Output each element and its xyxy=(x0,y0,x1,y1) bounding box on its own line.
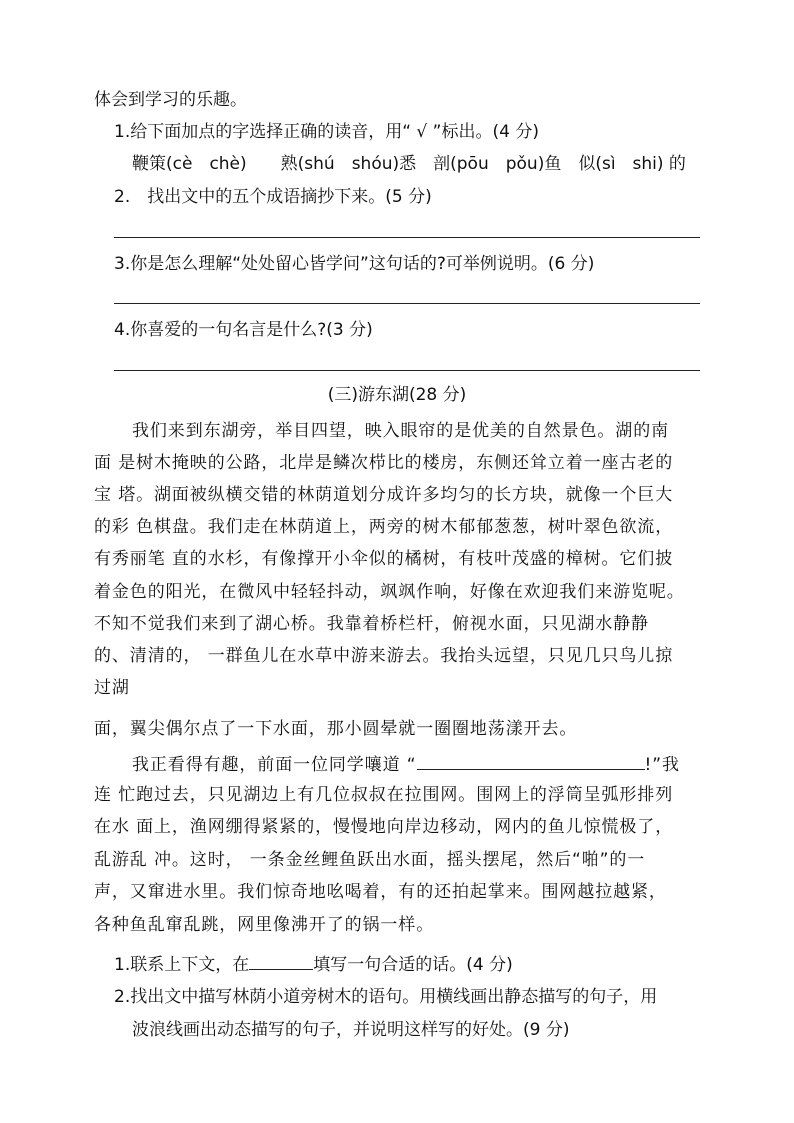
paragraph-1-line: 面 是树木掩映的公路，北岸是鳞次栉比的楼房，东侧还耸立着一座古老的 xyxy=(94,453,674,473)
section-question-2-line-2: 波浪线画出动态描写的句子，并说明这样写的好处。(9 分) xyxy=(132,1020,570,1040)
question-2: 2. 找出文中的五个成语摘抄下来。(5 分) xyxy=(114,187,432,207)
question-4: 4.你喜爱的一句名言是什么?(3 分) xyxy=(114,320,373,340)
answer-line-3[interactable] xyxy=(114,303,700,304)
paragraph-2-line: 各种鱼乱窜乱跳，网里像沸开了的锅一样。 xyxy=(94,915,435,935)
paragraph-2-lead-end: !”我 xyxy=(644,755,680,775)
section-title: (三)游东湖(28 分) xyxy=(327,385,467,405)
section-question-1-tail: 填写一句合适的话。(4 分) xyxy=(313,955,513,975)
answer-line-2[interactable] xyxy=(114,237,700,238)
paragraph-1-line: 着金色的阳光，在微风中轻轻抖动，飒飒作响，好像在欢迎我们来游览呢。 xyxy=(94,582,685,602)
paragraph-1-line: 过湖 xyxy=(94,678,130,698)
fill-blank-inline[interactable] xyxy=(249,951,313,970)
fill-blank-quote[interactable] xyxy=(417,751,645,770)
paragraph-2-line: 在水 面上，渔网绷得紧紧的，慢慢地向岸边移动，网内的鱼儿惊慌极了， xyxy=(94,817,674,837)
question-1-options: 鞭策(cè chè) 熟(shú shóu)悉 剖(pōu pǒu)鱼 似(sì shi) 的 xyxy=(132,154,686,174)
section-question-1 xyxy=(114,951,513,977)
paragraph-2-line: 乱游乱 冲。这时， 一条金丝鲤鱼跃出水面，摇头摆尾，然后“啪”的一 xyxy=(94,850,646,870)
question-3: 3.你是怎么理解“处处留心皆学问”这句话的?可举例说明。(6 分) xyxy=(114,254,595,274)
paragraph-1-line: 不知不觉我们来到了湖心桥。我靠着桥栏杆，俯视水面，只见湖水静静 xyxy=(94,614,649,634)
answer-line-4[interactable] xyxy=(114,370,700,371)
paragraph-1-line: 宝 塔。湖面被纵横交错的林荫道划分成许多均匀的长方块，就像一个巨大 xyxy=(94,485,674,505)
paragraph-1-line: 有秀丽笔 直的水杉，有像撑开小伞似的橘树，有枝叶茂盛的樟树。它们披 xyxy=(94,549,674,569)
paragraph-2-lead: 我正看得有趣，前面一位同学嚷道 “ xyxy=(132,755,417,775)
paragraph-2-first-line xyxy=(132,751,680,777)
paragraph-1-line: 我们来到东湖旁，举目四望，映入眼帘的是优美的自然景色。湖的南 xyxy=(132,421,669,441)
paragraph-1-line: 的彩 色棋盘。我们走在林荫道上，两旁的树木郁郁葱葱，树叶翠色欲流， xyxy=(94,517,674,537)
paragraph-2-line: 连 忙跑过去，只见湖边上有几位叔叔在拉围网。围网上的浮筒呈弧形排列 xyxy=(94,785,674,805)
intro-tail: 体会到学习的乐趣。 xyxy=(94,90,247,110)
question-1: 1.给下面加点的字选择正确的读音，用“ √ ”标出。(4 分) xyxy=(114,122,539,142)
section-question-2-line-1: 2.找出文中描写林荫小道旁树木的语句。用横线画出静态描写的句子，用 xyxy=(114,987,658,1007)
paragraph-1-line: 面，翼尖偶尔点了一下水面，那小圆晕就一圈圈地荡漾开去。 xyxy=(94,719,578,739)
section-question-1-lead: 1.联系上下文，在 xyxy=(114,955,250,975)
paragraph-1-line: 的、清清的， 一群鱼儿在水草中游来游去。我抬头远望，只见几只鸟儿掠 xyxy=(94,646,674,666)
paragraph-2-line: 声，又窜进水里。我们惊奇地吆喝着，有的还拍起掌来。围网越拉越紧， xyxy=(94,882,667,902)
